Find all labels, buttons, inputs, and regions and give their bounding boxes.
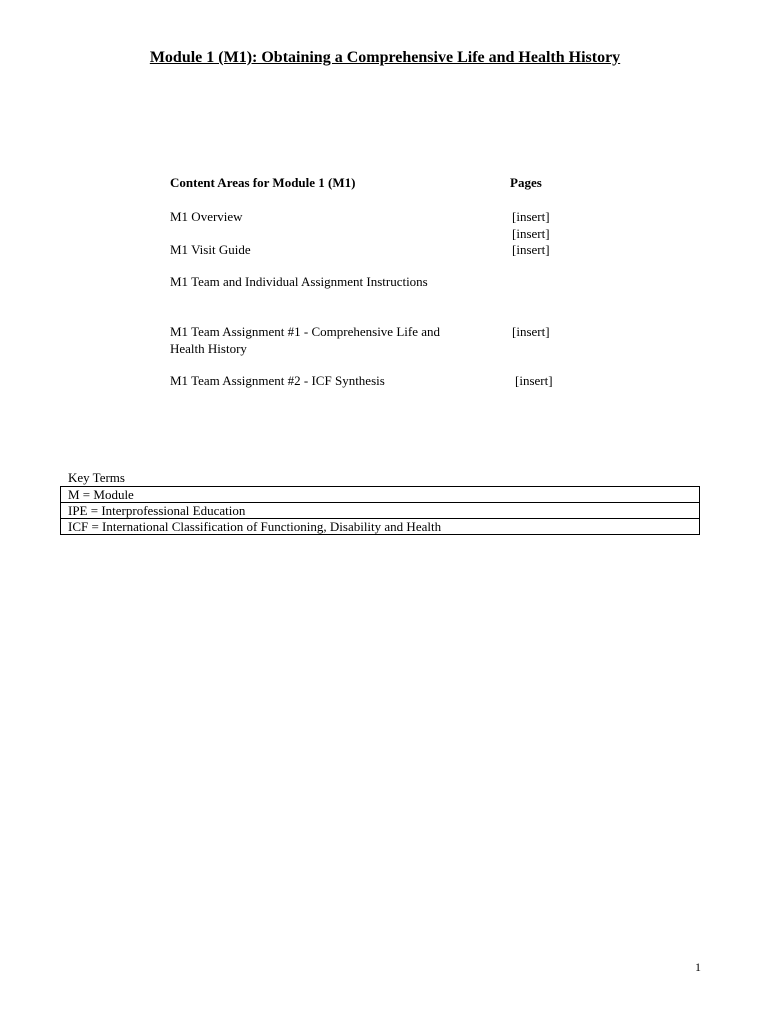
toc-item-assignment-1: M1 Team Assignment #1 - Comprehensive Life and Health History [170,324,440,356]
table-row [61,519,700,535]
table-row [61,503,700,519]
toc-item-visit-guide: M1 Visit Guide [170,242,251,257]
toc-page-extra: [insert] [512,226,550,241]
toc-header-content-areas: Content Areas for Module 1 (M1) [170,175,356,190]
toc-page-visit-guide: [insert] [512,242,550,257]
toc-page-assignment-2: [insert] [515,373,553,388]
page-title: Module 1 (M1): Obtaining a Comprehensive Life and Health History [149,49,621,66]
table-row [61,487,700,503]
key-terms-table [60,486,700,535]
key-term-cell: ICF = International Classification of Functioning, Disability and Health [61,519,700,535]
toc-page-overview: [insert] [512,209,550,224]
key-term-cell: IPE = Interprofessional Education [61,503,700,519]
toc-item-instructions: M1 Team and Individual Assignment Instructions [170,274,428,289]
toc-item-overview: M1 Overview [170,209,243,224]
key-terms-caption: Key Terms [68,470,125,485]
toc-item-assignment-2: M1 Team Assignment #2 - ICF Synthesis [170,373,385,388]
page-number: 1 [695,960,701,974]
key-term-cell: M = Module [61,487,700,503]
toc-header-pages: Pages [510,175,542,190]
toc-page-assignment-1: [insert] [512,324,550,339]
